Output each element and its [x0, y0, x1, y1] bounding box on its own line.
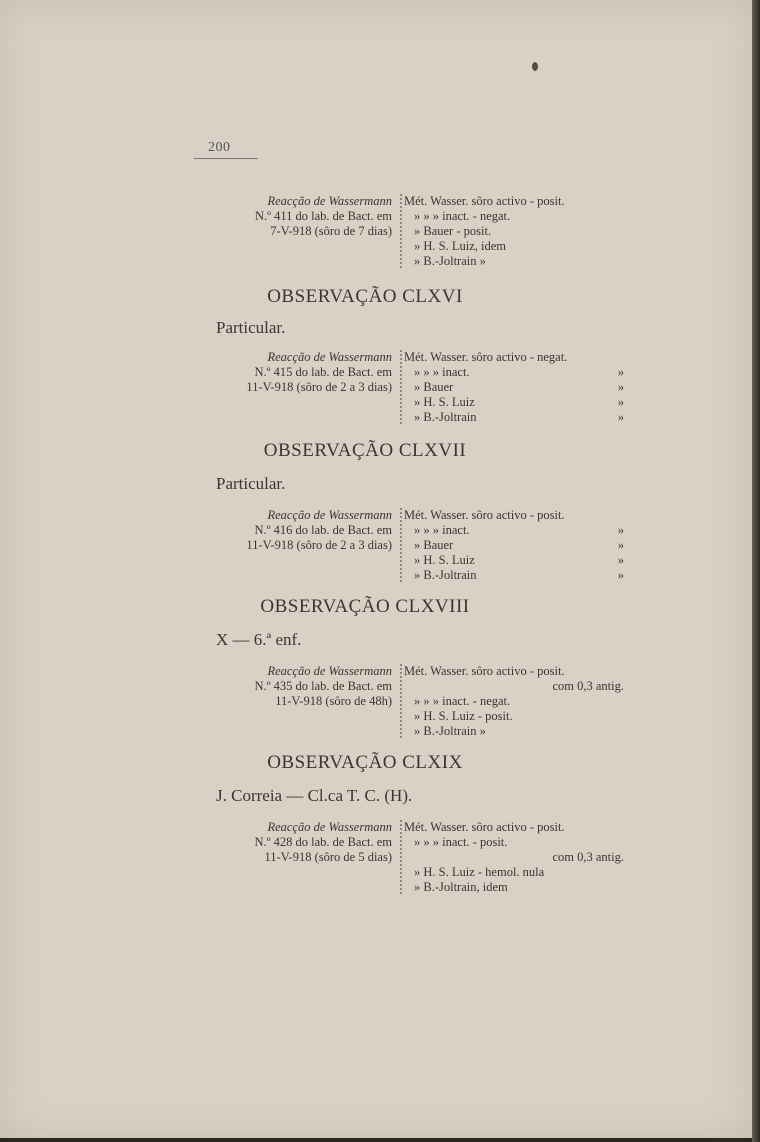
patient-label: X — 6.ª enf. [216, 630, 302, 649]
lab-number: N.º 416 do lab. de Bact. em [254, 523, 392, 537]
reaction-title: Reacção de Wassermann [267, 350, 392, 364]
reaction-left-column [190, 664, 392, 709]
reaction-results [404, 820, 624, 895]
result-line: Mét. Wasser. sôro activo - posit. [404, 820, 565, 834]
reaction-results [404, 664, 624, 739]
observation-heading: OBSERVAÇÃO CLXVII [263, 440, 467, 461]
result-line: Mét. Wasser. sôro activo - posit. [404, 664, 565, 678]
result-line: Mét. Wasser. sôro activo - posit. [404, 194, 565, 208]
reaction-results [404, 350, 624, 425]
result-line: » Bauer » [414, 538, 624, 552]
reaction-left-column [190, 820, 392, 865]
result-line: » H. S. Luiz - posit. [414, 709, 513, 723]
sample-date: 11-V-918 (sôro de 2 a 3 dias) [246, 538, 392, 552]
result-line: » H. S. Luiz » [414, 395, 624, 409]
reaction-title: Reacção de Wassermann [267, 820, 392, 834]
result-line: » Bauer » [414, 380, 624, 394]
reaction-left-column [190, 194, 392, 239]
patient-label: Particular. [216, 318, 286, 337]
observation-heading: OBSERVAÇÃO CLXVIII [260, 596, 470, 617]
result-line: » H. S. Luiz » [414, 553, 624, 567]
result-line: » » » inact. - negat. [414, 694, 511, 708]
reaction-results [404, 508, 624, 583]
reaction-left-column [190, 350, 392, 395]
reaction-title: Reacção de Wassermann [267, 194, 392, 208]
lab-number: N.º 428 do lab. de Bact. em [254, 835, 392, 849]
result-line: » B.-Joltrain » [414, 410, 624, 424]
result-line: » » » inact. » [414, 523, 624, 537]
result-line: » B.-Joltrain, idem [414, 880, 508, 894]
page-number: 200 [208, 140, 231, 155]
reaction-title: Reacção de Wassermann [267, 508, 392, 522]
result-line: com 0,3 antig. [552, 679, 624, 693]
result-line: » B.-Joltrain » [414, 568, 624, 582]
result-line: com 0,3 antig. [552, 850, 624, 864]
result-line: » B.-Joltrain » [414, 724, 486, 738]
sample-date: 11-V-918 (sôro de 2 a 3 dias) [246, 380, 392, 394]
result-line: » » » inact. - negat. [414, 209, 511, 223]
page-edge [752, 0, 760, 1142]
result-line: » Bauer - posit. [414, 224, 492, 238]
sample-date: 7-V-918 (sôro de 7 dias) [270, 224, 392, 238]
page-number-rule [194, 158, 258, 159]
ink-spot [532, 62, 538, 71]
result-line: » H. S. Luiz, idem [414, 239, 507, 253]
observation-heading: OBSERVAÇÃO CLXVI [267, 286, 463, 307]
patient-label: Particular. [216, 474, 286, 493]
result-line: » B.-Joltrain » [414, 254, 486, 268]
reaction-title: Reacção de Wassermann [267, 664, 392, 678]
reaction-left-column [190, 508, 392, 553]
lab-number: N.º 415 do lab. de Bact. em [254, 365, 392, 379]
sample-date: 11-V-918 (sôro de 48h) [275, 694, 392, 708]
lab-number: N.º 411 do lab. de Bact. em [254, 209, 392, 223]
result-line: » H. S. Luiz - hemol. nula [414, 865, 545, 879]
result-line: » » » inact. - posit. [414, 835, 508, 849]
lab-number: N.º 435 do lab. de Bact. em [254, 679, 392, 693]
result-line: » » » inact. » [414, 365, 624, 379]
reaction-results [404, 194, 624, 269]
observation-heading: OBSERVAÇÃO CLXIX [267, 752, 463, 773]
sample-date: 11-V-918 (sôro de 5 dias) [264, 850, 392, 864]
result-line: Mét. Wasser. sôro activo - negat. [404, 350, 568, 364]
patient-label: J. Correia — Cl.ca T. C. (H). [216, 786, 413, 805]
result-line: Mét. Wasser. sôro activo - posit. [404, 508, 565, 522]
